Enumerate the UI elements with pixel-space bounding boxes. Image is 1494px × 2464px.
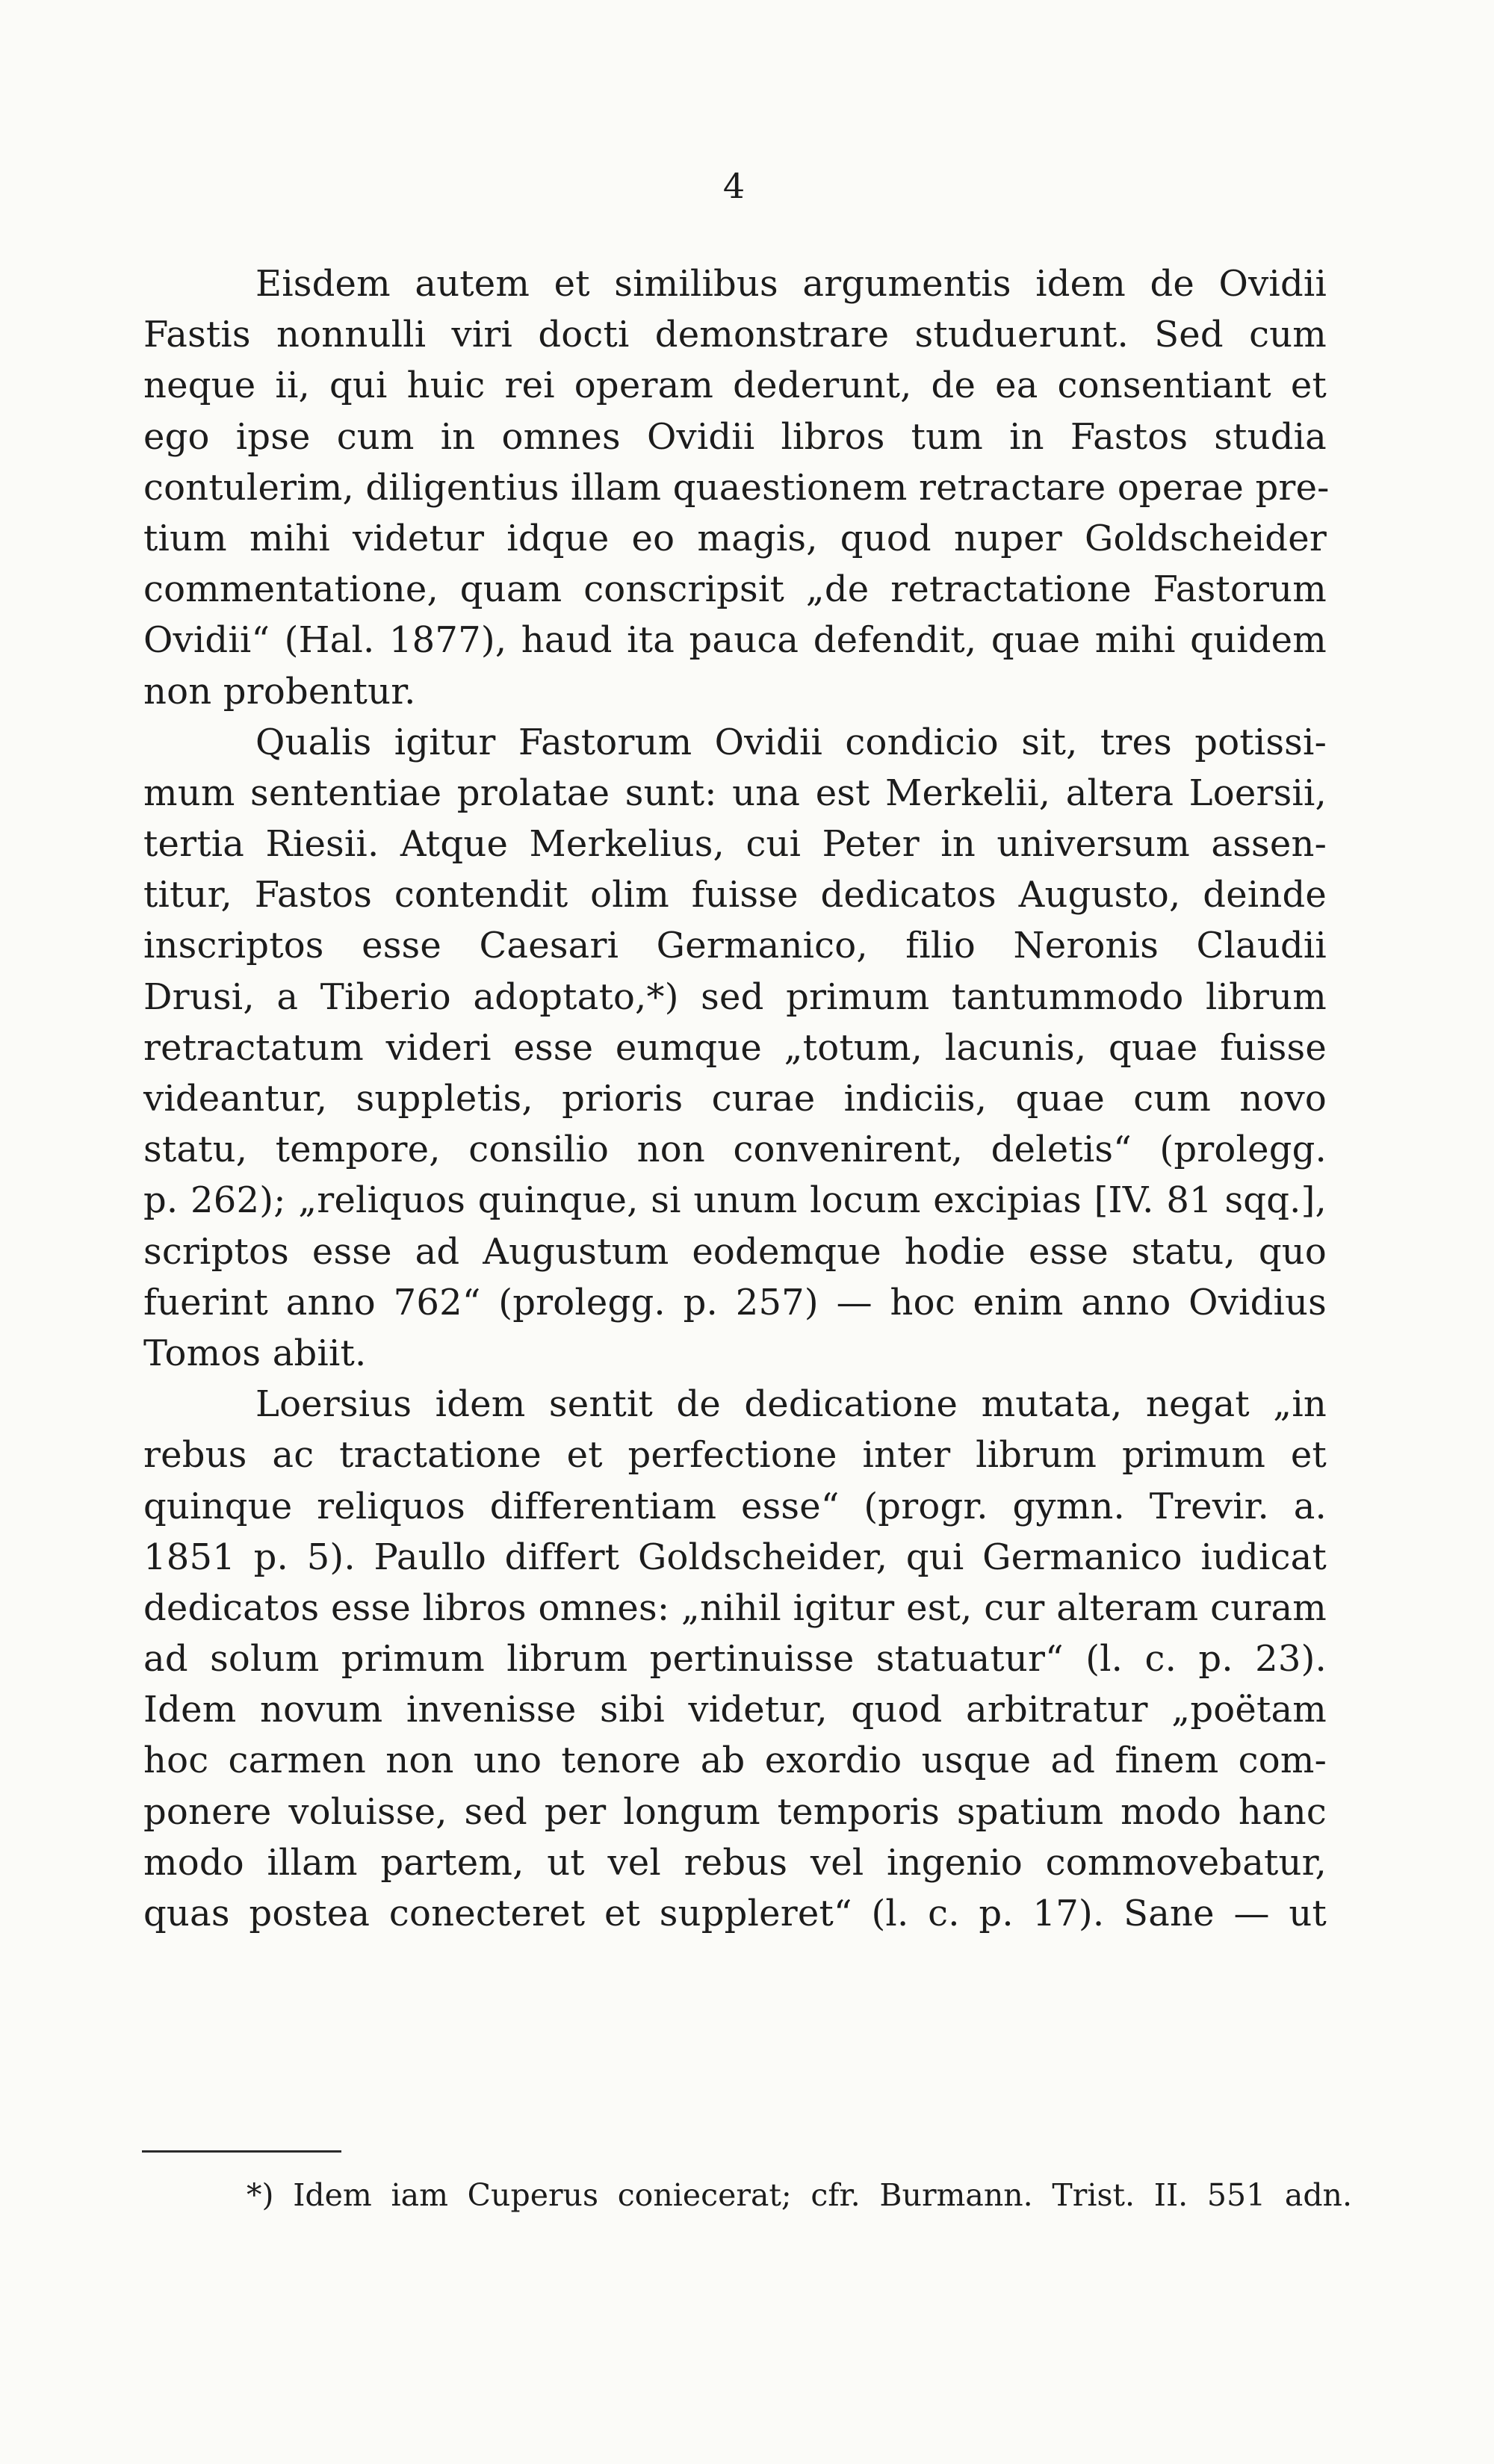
body-text: [143, 258, 1330, 1939]
text-line: quinque reliquos differentiam esse“ (progr. gymn. Trevir. a.: [143, 1485, 1327, 1527]
text-line: Qualis igitur Fastorum Ovidii condicio sit, tres potissi-: [255, 721, 1327, 763]
text-line: scriptos esse ad Augustum eodemque hodie esse statu, quo: [143, 1230, 1327, 1273]
text-line: tertia Riesii. Atque Merkelius, cui Peter in universum assen-: [143, 823, 1327, 866]
text-line: Loersius idem sentit de dedicatione mutata, negat „in: [255, 1383, 1327, 1426]
footnote: *) Idem iam Cuperus coniecerat; cfr. Burmann. Trist. II. 551 adn.: [247, 2177, 1352, 2213]
text-line: hoc carmen non uno tenore ab exordio usque ad finem com-: [143, 1740, 1327, 1782]
text-line: Eisdem autem et similibus argumentis idem de Ovidii: [255, 263, 1327, 305]
text-line: dedicatos esse libros omnes: „nihil igitur est, cur alteram curam: [143, 1586, 1327, 1629]
text-line: retractatum videri esse eumque „totum, lacunis, quae fuisse: [143, 1026, 1327, 1069]
text-line: tium mihi videtur idque eo magis, quod nuper Goldscheider: [143, 517, 1327, 559]
text-line: quas postea conecteret et suppleret“ (l. c. p. 17). Sane — ut: [143, 1893, 1327, 1934]
text-line: ad solum primum librum pertinuisse statuatur“ (l. c. p. 23).: [143, 1638, 1327, 1681]
text-line: rebus ac tractatione et perfectione inter librum primum et: [143, 1434, 1327, 1477]
paragraph-3: [143, 1379, 1327, 1939]
footnote-divider: [142, 2150, 341, 2153]
paragraph-1: [143, 258, 1330, 717]
text-line: fuerint anno 762“ (prolegg. p. 257) — hoc enim anno Ovidius: [143, 1281, 1327, 1323]
text-line: 1851 p. 5). Paullo differt Goldscheider, qui Germanico iudicat: [143, 1536, 1327, 1578]
text-line: titur, Fastos contendit olim fuisse dedicatos Augusto, deinde: [143, 874, 1327, 916]
text-line: non probentur.: [143, 670, 416, 713]
text-line: commentatione, quam conscripsit „de retractatione Fastorum: [143, 568, 1327, 611]
text-line: contulerim, diligentius illam quaestionem retractare operae pre-: [143, 466, 1330, 509]
text-line: videantur, suppletis, prioris curae indiciis, quae cum novo: [143, 1078, 1327, 1120]
text-line: inscriptos esse Caesari Germanico, filio Neronis Claudii: [143, 925, 1327, 967]
text-line: ponere voluisse, sed per longum temporis spatium modo hanc: [143, 1790, 1327, 1833]
text-line: Ovidii“ (Hal. 1877), haud ita pauca defendit, quae mihi quidem: [143, 619, 1327, 662]
page-number: 4: [722, 166, 746, 206]
text-line: ego ipse cum in omnes Ovidii libros tum in Fastos studia: [143, 415, 1327, 458]
paragraph-2: [143, 717, 1327, 1379]
text-line: Tomos abiit.: [143, 1332, 367, 1374]
text-line: Idem novum invenisse sibi videtur, quod arbitratur „poëtam: [143, 1689, 1327, 1731]
text-line: modo illam partem, ut vel rebus vel ingenio commovebatur,: [143, 1841, 1327, 1884]
text-line: Drusi, a Tiberio adoptato,*) sed primum tantummodo librum: [143, 975, 1327, 1018]
text-line: p. 262); „reliquos quinque, si unum locum excipias [IV. 81 sqq.],: [143, 1179, 1327, 1222]
text-line: neque ii, qui huic rei operam dederunt, de ea consentiant et: [143, 364, 1327, 407]
text-line: statu, tempore, consilio non convenirent, deletis“ (prolegg.: [143, 1129, 1327, 1171]
text-line: Fastis nonnulli viri docti demonstrare studuerunt. Sed cum: [143, 314, 1327, 356]
text-line: mum sententiae prolatae sunt: una est Merkelii, altera Loersii,: [143, 772, 1327, 814]
